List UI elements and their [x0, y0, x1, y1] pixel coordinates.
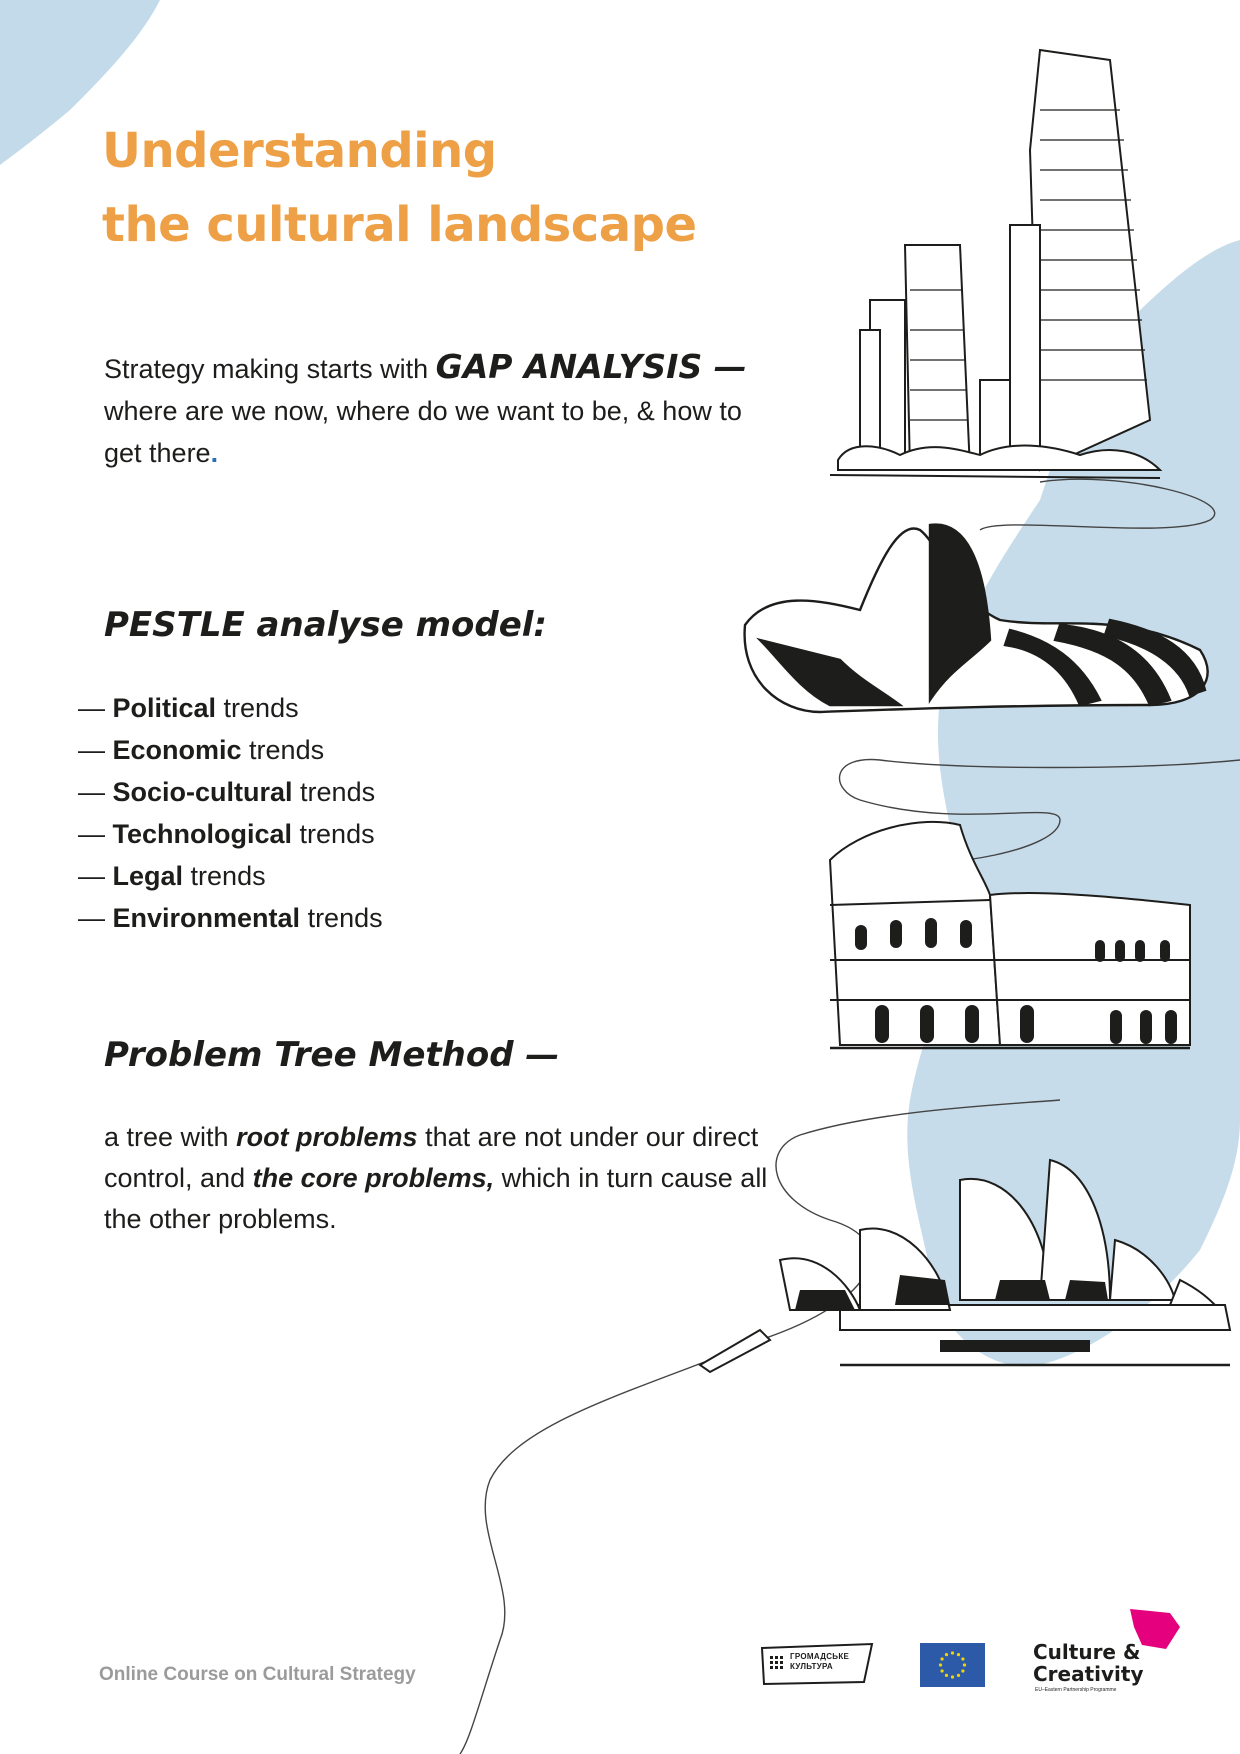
culture-creativity-logo	[1030, 1605, 1190, 1700]
pestle-item-label: Technological	[112, 819, 293, 849]
eu-flag-logo	[920, 1643, 985, 1687]
pestle-item-suffix: trends	[183, 861, 266, 891]
problem-tree-text-1: a tree with	[104, 1122, 237, 1152]
pestle-item-label: Legal	[112, 861, 184, 891]
intro-text-after: where are we now, where do we want to be, & how to get there	[104, 396, 742, 468]
hromadske-kultura-logo	[760, 1642, 875, 1686]
pestle-item-economic	[78, 729, 383, 771]
problem-tree-heading: Problem Tree Method —	[104, 1035, 560, 1075]
pestle-item-label: Socio-cultural	[112, 777, 293, 807]
page-title-line-2: the cultural landscape	[102, 197, 697, 253]
intro-dot: .	[210, 438, 219, 468]
culture-creativity-logo-text	[1033, 1641, 1144, 1685]
culture-creativity-logo-subtitle: EU–Eastern Partnership Programme	[1035, 1687, 1117, 1693]
logo-gk-line-1: ГРОМАДСЬКЕ	[790, 1652, 850, 1661]
list-dash: —	[78, 861, 113, 891]
gap-analysis-paragraph	[104, 346, 784, 474]
logo-cc-line-1: Culture &	[1033, 1640, 1141, 1664]
problem-tree-paragraph	[104, 1117, 784, 1240]
logo-cc-line-2: Creativity	[1033, 1662, 1144, 1686]
problem-tree-text-2: that are not under our direct control, and	[104, 1122, 759, 1193]
list-dash: —	[78, 735, 113, 765]
pestle-item-legal	[78, 855, 383, 897]
course-name-footer: Online Course on Cultural Strategy	[99, 1664, 416, 1685]
page-title-line-1: Understanding	[102, 123, 497, 179]
pestle-item-suffix: trends	[216, 693, 299, 723]
pestle-item-suffix: trends	[292, 777, 376, 807]
pestle-item-label: Economic	[112, 735, 242, 765]
gap-analysis-emphasis: GAP ANALYSIS —	[435, 347, 747, 386]
pestle-item-suffix: trends	[292, 819, 375, 849]
pestle-list	[78, 687, 383, 939]
page-title	[102, 114, 697, 262]
problem-tree-text-3: which in turn cause all the other problems.	[104, 1163, 768, 1234]
pestle-item-suffix: trends	[241, 735, 325, 765]
pestle-item-technological	[78, 813, 383, 855]
pestle-item-suffix: trends	[300, 903, 383, 933]
list-dash: —	[78, 903, 113, 933]
pestle-item-socio-cultural	[78, 771, 383, 813]
root-problems-emphasis: root problems	[236, 1122, 418, 1152]
hromadske-kultura-logo-text	[790, 1652, 849, 1672]
pestle-item-political	[78, 687, 383, 729]
pestle-heading: PESTLE analyse model:	[104, 605, 548, 645]
core-problems-emphasis: the core problems,	[252, 1163, 495, 1193]
logo-gk-line-2: КУЛЬТУРА	[790, 1662, 833, 1671]
intro-text-before: Strategy making starts with	[104, 354, 436, 384]
pestle-item-label: Political	[112, 693, 217, 723]
list-dash: —	[78, 819, 113, 849]
list-dash: —	[78, 693, 113, 723]
skyscrapers-illustration	[830, 50, 1160, 478]
pestle-item-environmental	[78, 897, 383, 939]
pestle-item-label: Environmental	[112, 903, 301, 933]
list-dash: —	[78, 777, 113, 807]
